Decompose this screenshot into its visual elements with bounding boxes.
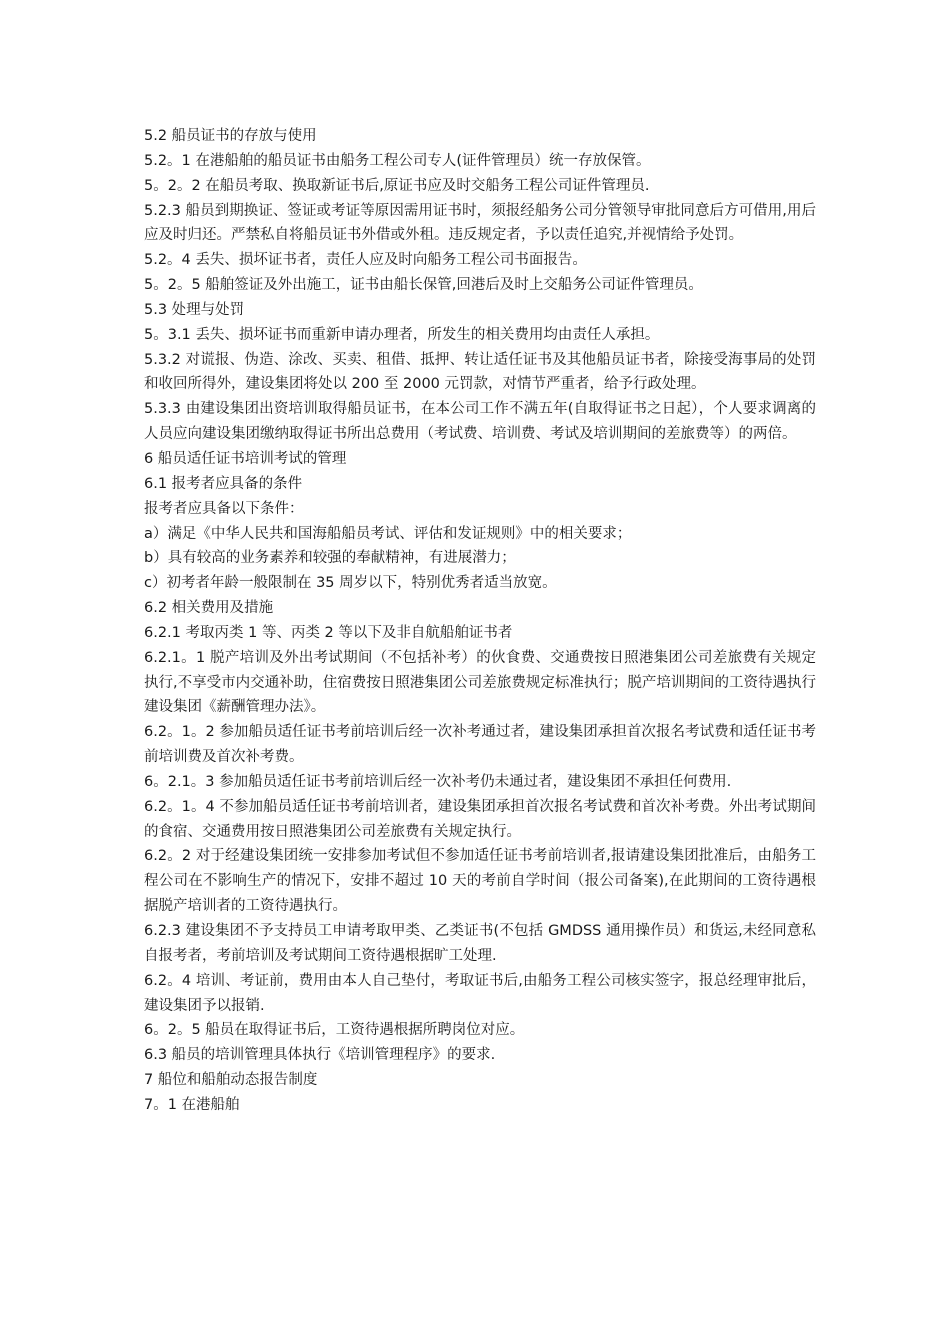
heading-7-1: 7。1 在港船舶 bbox=[144, 1096, 240, 1113]
clause-6-2-2: 6.2。2 对于经建设集团统一安排参加考试但不参加适任证书考前培训者,报请建设集团批准后，由船务工程公司在不影响生产的情况下，安排不超过 10 天的考前自学时间（报公司备案),在此期间的工资待遇根据脱产培训者的工资待遇执行。 bbox=[144, 848, 816, 915]
clause-6-2-1-2: 6.2。1。2 参加船员适任证书考前培训后经一次补考通过者，建设集团承担首次报名考试费和适任证书考前培训费及首次补考费。 bbox=[144, 724, 816, 766]
clause-5-2-3: 5.2.3 船员到期换证、签证或考证等原因需用证书时，须报经船务公司分管领导审批同意后方可借用,用后应及时归还。严禁私自将船员证书外借或外租。违反规定者，予以责任追究,并视情给予处罚。 bbox=[144, 202, 816, 244]
clause-6-2-4: 6.2。4 培训、考证前，费用由本人自己垫付，考取证书后,由船务工程公司核实签字，报总经理审批后，建设集团予以报销. bbox=[144, 972, 816, 1014]
clause-5-2-2: 5。2。2 在船员考取、换取新证书后,原证书应及时交船务工程公司证件管理员. bbox=[144, 177, 650, 194]
clause-6-3: 6.3 船员的培训管理具体执行《培训管理程序》的要求. bbox=[144, 1047, 496, 1064]
heading-5-2: 5.2 船员证书的存放与使用 bbox=[144, 128, 317, 144]
condition-a: a）满足《中华人民共和国海船船员考试、评估和发证规则》中的相关要求； bbox=[144, 525, 632, 542]
clause-5-2-4: 5.2。4 丢失、损坏证书者，责任人应及时向船务工程公司书面报告。 bbox=[144, 252, 587, 269]
heading-7: 7 船位和船舶动态报告制度 bbox=[144, 1072, 318, 1089]
clause-5-3-1: 5。3.1 丢失、损坏证书而重新申请办理者，所发生的相关费用均由责任人承担。 bbox=[144, 326, 660, 343]
condition-b: b）具有较高的业务素养和较强的奉献精神，有进展潜力； bbox=[144, 550, 516, 567]
clause-6-2-1-3: 6。2.1。3 参加船员适任证书考前培训后经一次补考仍未通过者，建设集团不承担任何费用. bbox=[144, 773, 732, 790]
document-page bbox=[144, 124, 816, 1118]
heading-6: 6 船员适任证书培训考试的管理 bbox=[144, 450, 347, 467]
heading-6-2: 6.2 相关费用及措施 bbox=[144, 600, 274, 617]
condition-c: c）初考者年龄一般限制在 35 周岁以下，特别优秀者适当放宽。 bbox=[144, 575, 557, 592]
heading-6-1: 6.1 报考者应具备的条件 bbox=[144, 475, 303, 492]
clause-5-3-2: 5.3.2 对谎报、伪造、涂改、买卖、租借、抵押、转让适任证书及其他船员证书者，除接受海事局的处罚和收回所得外，建设集团将处以 200 至 2000 元罚款，对情节严重者，给予行政处理。 bbox=[144, 351, 816, 393]
conditions-intro: 报考者应具备以下条件： bbox=[144, 500, 304, 517]
clause-5-2-1: 5.2。1 在港船舶的船员证书由船务工程公司专人(证件管理员）统一存放保管。 bbox=[144, 152, 651, 169]
clause-5-3-3: 5.3.3 由建设集团出资培训取得船员证书，在本公司工作不满五年(自取得证书之日起），个人要求调离的人员应向建设集团缴纳取得证书所出总费用（考试费、培训费、考试及培训期间的差旅费等）的两倍。 bbox=[144, 401, 816, 443]
clause-6-2-1: 6.2.1 考取丙类 1 等、丙类 2 等以下及非自航船舶证书者 bbox=[144, 624, 513, 641]
clause-5-2-5: 5。2。5 船舶签证及外出施工，证书由船长保管,回港后及时上交船务公司证件管理员。 bbox=[144, 277, 703, 294]
clause-6-2-1-1: 6.2.1。1 脱产培训及外出考试期间（不包括补考）的伙食费、交通费按日照港集团公司差旅费有关规定执行,不享受市内交通补助，住宿费按日照港集团公司差旅费规定标准执行；脱产培训期间的工资待遇执行建设集团《薪酬管理办法》。 bbox=[144, 649, 816, 716]
heading-5-3: 5.3 处理与处罚 bbox=[144, 301, 245, 318]
clause-6-2-5: 6。2。5 船员在取得证书后，工资待遇根据所聘岗位对应。 bbox=[144, 1022, 525, 1039]
clause-6-2-1-4: 6.2。1。4 不参加船员适任证书考前培训者，建设集团承担首次报名考试费和首次补考费。外出考试期间的食宿、交通费用按日照港集团公司差旅费有关规定执行。 bbox=[144, 798, 816, 840]
clause-6-2-3: 6.2.3 建设集团不予支持员工申请考取甲类、乙类证书(不包括 GMDSS 通用操作员）和货运,未经同意私自报考者，考前培训及考试期间工资待遇根据旷工处理. bbox=[144, 923, 816, 964]
